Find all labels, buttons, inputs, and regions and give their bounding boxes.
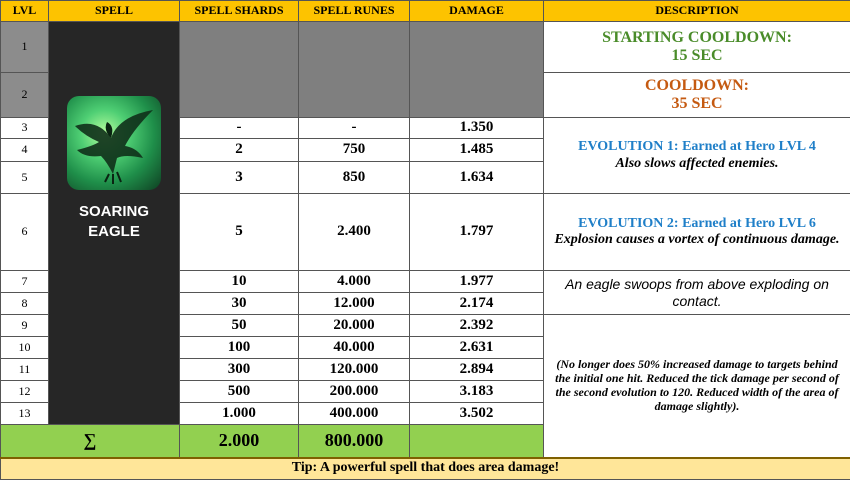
total-damage-empty [410,425,544,458]
shards-cell: - [180,118,299,139]
shards-cell: 100 [180,337,299,359]
patch-note: (No longer does 50% increased damage to targets behind the initial one hit. Reduced the tick damage per second of the second evolution to 120. Reduced width of the area of damage slightly). [544,315,850,458]
runes-cell: 4.000 [299,271,410,293]
level-cell: 3 [1,118,49,139]
spell-description: An eagle swoops from above exploding on contact. [544,271,850,315]
spell-name: SOARING EAGLE [49,202,179,243]
tip-text: Tip: A powerful spell that does area damage! [1,458,850,480]
level-cell: 5 [1,162,49,194]
evolution-1: EVOLUTION 1: Earned at Hero LVL 4 Also slows affected enemies. [544,118,850,194]
shards-cell: 2 [180,139,299,162]
total-shards: 2.000 [180,425,299,458]
shards-cell: 30 [180,293,299,315]
damage-cell: 1.350 [410,118,544,139]
shards-cell: 500 [180,381,299,403]
header-damage: DAMAGE [410,1,544,22]
evolution-2: EVOLUTION 2: Earned at Hero LVL 6 Explosion causes a vortex of continuous damage. [544,194,850,271]
level-cell: 10 [1,337,49,359]
header-row [1,1,850,22]
table-row [1,22,850,73]
sum-symbol: ∑ [1,425,180,458]
runes-cell: 40.000 [299,337,410,359]
level-cell: 2 [1,73,49,118]
header-spell: SPELL [49,1,180,22]
runes-cell: 400.000 [299,403,410,425]
shards-cell: 3 [180,162,299,194]
header-description: DESCRIPTION [544,1,850,22]
shards-cell: 10 [180,271,299,293]
shards-cell: 1.000 [180,403,299,425]
runes-cell: 12.000 [299,293,410,315]
damage-cell: 2.392 [410,315,544,337]
tip-row [1,458,850,480]
level-cell: 7 [1,271,49,293]
runes-cell: 20.000 [299,315,410,337]
level-cell: 11 [1,359,49,381]
runes-cell: 850 [299,162,410,194]
level-cell: 8 [1,293,49,315]
level-cell: 9 [1,315,49,337]
shards-cell: 50 [180,315,299,337]
total-runes: 800.000 [299,425,410,458]
damage-cell: 1.977 [410,271,544,293]
level-cell: 13 [1,403,49,425]
level-cell: 4 [1,139,49,162]
damage-empty-cell [410,22,544,118]
damage-cell: 1.797 [410,194,544,271]
header-shards: SPELL SHARDS [180,1,299,22]
shards-cell: 5 [180,194,299,271]
damage-cell: 3.183 [410,381,544,403]
spell-cell [49,22,180,425]
runes-cell: 2.400 [299,194,410,271]
level-cell: 6 [1,194,49,271]
shards-cell: 300 [180,359,299,381]
header-runes: SPELL RUNES [299,1,410,22]
cooldown: COOLDOWN: 35 SEC [544,73,850,118]
damage-cell: 2.174 [410,293,544,315]
runes-empty-cell [299,22,410,118]
runes-cell: 120.000 [299,359,410,381]
runes-cell: - [299,118,410,139]
eagle-icon [67,96,161,190]
damage-cell: 2.894 [410,359,544,381]
damage-cell: 2.631 [410,337,544,359]
damage-cell: 3.502 [410,403,544,425]
level-cell: 1 [1,22,49,73]
damage-cell: 1.634 [410,162,544,194]
level-cell: 12 [1,381,49,403]
shards-empty-cell [180,22,299,118]
starting-cooldown: STARTING COOLDOWN: 15 SEC [544,22,850,73]
header-lvl: LVL [1,1,49,22]
damage-cell: 1.485 [410,139,544,162]
runes-cell: 750 [299,139,410,162]
runes-cell: 200.000 [299,381,410,403]
